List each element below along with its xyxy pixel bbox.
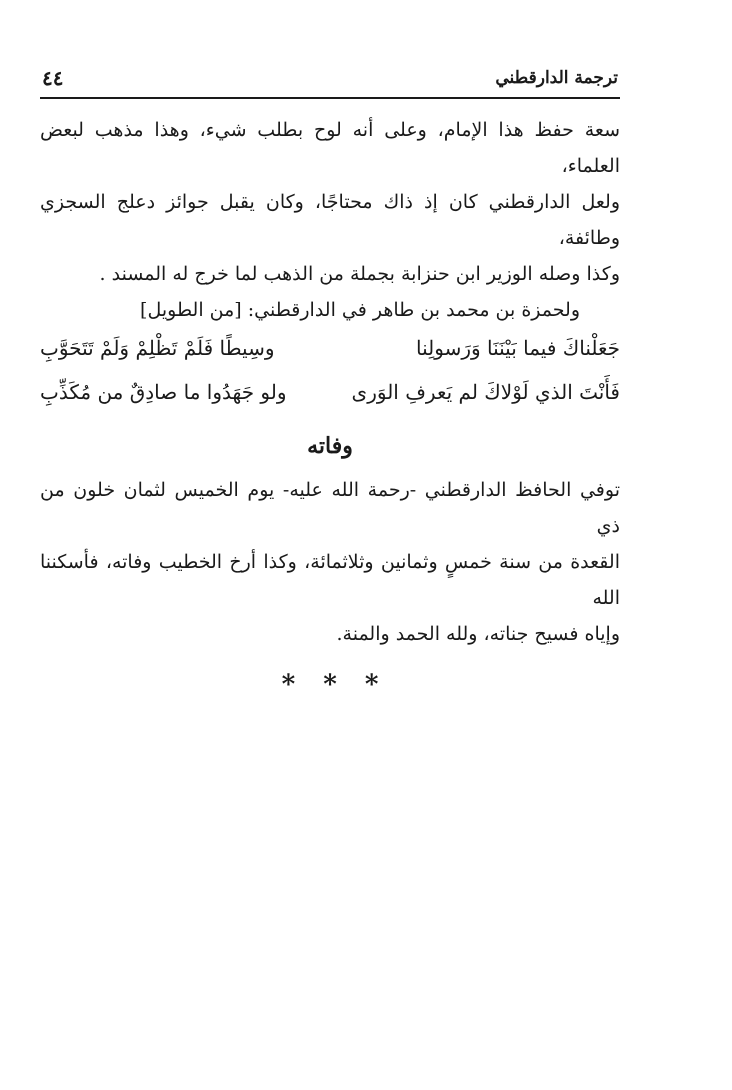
section-separator [40, 670, 620, 700]
verse-second-hemistich: ولو جَهَدُوا ما صادِقٌ من مُكَذِّبِ [40, 380, 287, 404]
verse-first-hemistich: جَعَلْناكَ فيما بَيْنَنَا وَرَسولِنا [416, 336, 620, 360]
separator-asterisk: * [323, 670, 337, 700]
page-number: ٤٤ [42, 66, 64, 90]
section-heading: وفاته [307, 433, 353, 459]
page-body [40, 112, 620, 700]
poem-intro: ولحمزة بن محمد بن طاهر في الدارقطني: [من الطويل] [140, 299, 580, 321]
text-line: سعة حفظ هذا الإمام، وعلى أنه لوح بطلب شيء، وهذا مذهب لبعض العلماء، [40, 119, 620, 177]
text-line: وكذا وصله الوزير ابن حنزابة بجملة من الذهب لما خرج له المسند . [99, 263, 620, 285]
header-title: ترجمة الدارقطني [495, 68, 618, 88]
text-line: القعدة من سنة خمسٍ وثمانين وثلاثمائة، وكذا أرخ الخطيب وفاته، فأسكننا الله [40, 551, 620, 609]
header-rule [40, 97, 620, 99]
death-paragraph [40, 472, 620, 652]
text-line: وإياه فسيح جناته، ولله الحمد والمنة. [336, 623, 620, 645]
poem [40, 328, 620, 416]
verse-second-hemistich: وسِيطًا فَلَمْ تَظْلِمْ وَلَمْ تَتَحَوَّبِ [40, 336, 275, 360]
verse-first-hemistich: فَأَنْتَ الذي لَوْلاكَ لم يَعرفِ الوَرى [351, 380, 620, 404]
poem-verse [40, 328, 620, 372]
poem-verse [40, 372, 620, 416]
running-header [42, 62, 618, 96]
separator-asterisk: * [281, 670, 296, 700]
separator-asterisk: * [364, 670, 379, 700]
text-line: توفي الحافظ الدارقطني -رحمة الله عليه- يوم الخميس لثمان خلون من ذي [40, 479, 620, 537]
opening-paragraph [40, 112, 620, 292]
text-line: ولعل الدارقطني كان إذ ذاك محتاجًا، وكان يقبل جوائز دعلج السجزي وطائفة، [40, 191, 620, 249]
